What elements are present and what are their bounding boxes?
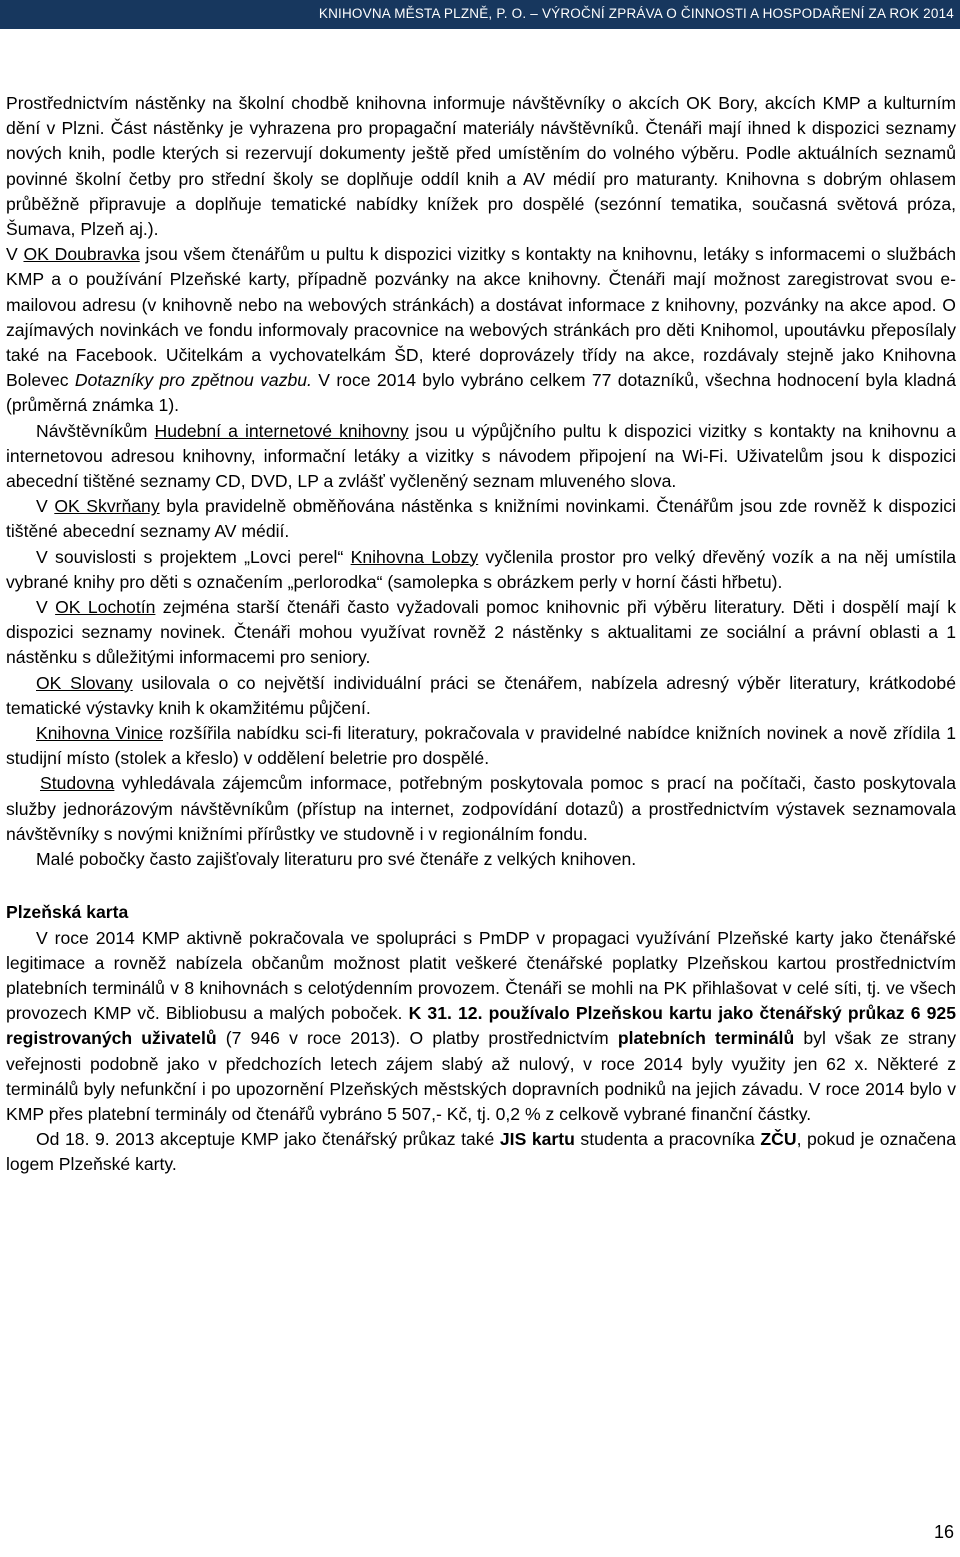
text: studenta a pracovníka [574,1129,761,1150]
text: vyčlenila prostor pro velký dřevěný vozík a na něj umístila vybrané knihy pro děti s označením „perlorodka“ (samolepka s obrázkem perly v horní části hřbetu). [6,546,956,592]
paragraph-hudebni-knihovna [6,419,956,495]
knihovna-vinice-label: Knihovna Vinice [36,723,163,744]
text: (7 946 v roce 2013). O platby prostřednictvím [216,1028,618,1049]
paragraph-ok-doubravka [6,242,956,418]
hudebni-knihovna-label: Hudební a internetové knihovny [154,420,409,441]
document-body [6,91,956,1178]
studovna-label: Studovna [40,773,115,794]
text: Návštěvníkům [36,420,155,441]
text: rozšířila nabídku sci-fi literatury, pokračovala v pravidelné nabídce knižních novinek a nově zřídila 1 studijní místo (stolek a křeslo) v oddělení beletrie pro dospělé. [6,723,957,769]
text: Od 18. 9. 2013 akceptuje KMP jako čtenářský průkaz také [36,1129,500,1150]
bold-text: JIS kartu [499,1129,575,1150]
knihovna-lobzy-label: Knihovna Lobzy [350,546,479,567]
text: zejména starší čtenáři často vyžadovali pomoc knihovnic při výběru literatury. Děti i dospělí mají k dispozici seznamy novinek. Čtenáři mohou využívat rovněž 2 nástěnky s aktualitami ze sociální a právní oblasti a 1 nástěnku s důležitými informacemi pro seniory. [6,597,956,668]
paragraph-plzenska-karta [6,926,956,1128]
paragraph-jis-karta [6,1127,956,1177]
text: byla pravidelně obměňována nástěnka s knižními novinkami. Čtenářům jsou zde rovněž k dispozici tištěné abecední seznamy AV médií. [6,496,956,542]
paragraph-knihovna-lobzy [6,545,956,595]
bold-text: ZČU [760,1129,797,1150]
paragraph-ok-slovany [6,671,956,721]
section-title-plzenska-karta: Plzeňská karta [6,902,129,923]
text: vyhledávala zájemcům informace, potřebným poskytovala pomoc s prací na počítači, často poskytovala služby jednorázovým návštěvníkům (přístup na internet, zodpovídání dotazů) a prostřednictvím výstavek seznamovala návštěvníky s novými knižními přírůstky ve studovně i v regionálním fondu. [6,773,956,844]
paragraph-ok-skvrnany [6,494,956,544]
header-title: KNIHOVNA MĚSTA PLZNĚ, P. O. – VÝROČNÍ ZPRÁVA O ČINNOSTI A HOSPODAŘENÍ ZA ROK 2014 [318,6,954,21]
ok-lochotin-label: OK Lochotín [55,597,156,618]
text: jsou u výpůjčního pultu k dispozici vizitky s kontakty na knihovnu a internetovou adresou knihovny, informační letáky a vizitky s návodem připojení na Wi-Fi. Uživatelům jsou k dispozici abecední tištěné seznamy CD, DVD, LP a zvlášť vyčleněný seznam mluveného slova. [6,420,956,492]
page-header [0,0,960,29]
page-number: 16 [933,1522,954,1542]
paragraph-knihovna-vinice [6,721,956,771]
ok-doubravka-label: OK Doubravka [23,244,140,265]
text: jsou všem čtenářům u pultu k dispozici vizitky s kontakty na knihovnu, letáky s informacemi o službách KMP a o používání Plzeňské karty, případně pozvánky na akce knihovny. Čtenáři mají možnost zaregistrovat svou e-mailovou adresu (v knihovně nebo na webových stránkách) a dostávat informace z knihovny, pozvánky na akce apod. O zajímavých novinkách ve fondu informovaly pracovnice na webových stránkách pro děti Knihomol, upoutávku přeposílaly také na Facebook. Učitelkám a vychovatelkám ŠD, které doprovázely třídy na akce, rozdávaly stejně jako Knihovna Bolevec [6,244,957,391]
text: V [36,597,56,618]
bold-text: platebních terminálů [617,1028,795,1049]
paragraph-ok-bory: Prostřednictvím nástěnky na školní chodbě knihovna informuje návštěvníky o akcích OK Bory, akcích KMP a kulturním dění v Plzni. Část nástěnky je vyhrazena pro propagační materiály návštěvníků. Čtenáři mají ihned k dispozici seznamy nových knih, podle kterých si rezervují dokumenty ještě před umístěním do volného výběru. Podle aktuálních seznamů povinné školní četby pro střední školy se doplňuje oddíl knih a AV médií pro maturanty. Knihovna s dobrým ohlasem průběžně připravuje a doplňuje tematické nabídky knížek pro dospělé (sezónní tematika, současná světová próza, Šumava, Plzeň aj.). [6,93,956,240]
bold-text: K 31. 12. používalo Plzeňskou kartu jako čtenářský průkaz 6 925 registrovaných uživatelů [6,1003,956,1049]
text: V [36,496,55,517]
text: usilovala o co největší individuální práci se čtenářem, nabízela adresný výběr literatury, krátkodobé tematické výstavky knih k okamžitému půjčení. [6,672,957,718]
paragraph-ok-lochotin [6,595,956,671]
paragraph-male-pobocky: Malé pobočky často zajišťovaly literaturu pro své čtenáře z velkých knihoven. [36,849,637,870]
paragraph-studovna [6,771,956,847]
text: V souvislosti s projektem „Lovci perel“ [36,546,351,567]
text: V roce 2014 bylo vybráno celkem 77 dotazníků, všechna hodnocení byla kladná (průměrná známka 1). [6,370,956,416]
dotazniky-italic: Dotazníky pro zpětnou vazbu. [74,370,312,391]
ok-slovany-label: OK Slovany [36,672,133,693]
text: V roce 2014 KMP aktivně pokračovala ve spolupráci s PmDP v propagaci využívání Plzeňské karty jako čtenářské legitimace a rovněž nabízela občanům možnost platit veškeré čtenářské poplatky Plzeňskou kartou prostřednictvím platebních terminálů v 8 knihovnách s celotýdenním provozem. Čtenáři se mohli na PK přihlašovat v celé síti, tj. ve všech provozech KMP vč. Bibliobusu a malých poboček. [6,927,956,1024]
text: , pokud je označena logem Plzeňské karty. [6,1129,957,1175]
ok-skvrnany-label: OK Skvrňany [54,496,160,517]
text: V [6,244,24,265]
text: byl však ze strany veřejnosti podobně jako v předchozích letech zájem slabý až nulový, v roce 2014 byly využity jen 62 x. Některé z terminálů byly nefunkční i po upozornění Plzeňských městských dopravních podniků na jejich závadu. V roce 2014 bylo v KMP přes platební terminály od čtenářů vybráno 5 507,- Kč, tj. 0,2 % z celkově vybrané finanční částky. [6,1028,957,1124]
